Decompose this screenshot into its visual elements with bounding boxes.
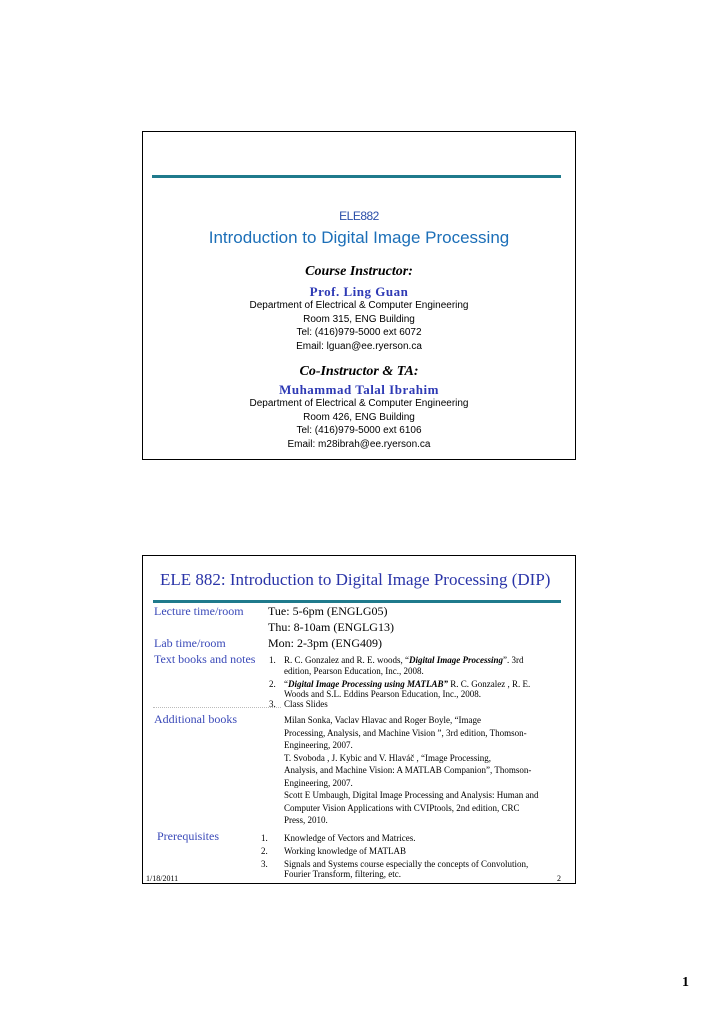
instructor-name: Prof. Ling Guan bbox=[309, 284, 409, 299]
textbook-3-num: 3. bbox=[269, 699, 276, 709]
prereq-3-num: 3. bbox=[261, 859, 268, 869]
additional-line: Milan Sonka, Vaclav Hlavac and Roger Boyle, “Image bbox=[284, 715, 482, 725]
additional-line: Engineering, 2007. bbox=[284, 777, 353, 788]
footer-slide-number: 2 bbox=[557, 874, 561, 883]
slide-2 bbox=[142, 555, 576, 884]
prereq-3-line2: Fourier Transform, filtering, etc. bbox=[284, 869, 401, 879]
instructor-tel: Tel: (416)979-5000 ext 6072 bbox=[296, 327, 422, 338]
additional-line: Processing, Analysis, and Machine Vision ”, 3rd edition, Thomson- bbox=[284, 727, 527, 738]
textbook-1-line2: edition, Pearson Education, Inc., 2008. bbox=[284, 666, 424, 676]
additional-line: Press, 2010. bbox=[284, 815, 328, 825]
slide-title: ELE 882: Introduction to Digital Image Processing (DIP) bbox=[160, 570, 551, 589]
additional-line: T. Svoboda , J. Kybic and V. Hlaváč , “Image Processing, bbox=[284, 752, 491, 763]
additional-books-label: Additional books bbox=[154, 712, 237, 726]
additional-books-list bbox=[284, 714, 538, 827]
lab-label: Lab time/room bbox=[154, 636, 226, 650]
coinstructor-tel: Tel: (416)979-5000 ext 6106 bbox=[296, 425, 422, 436]
coinstructor-label: Co-Instructor & TA: bbox=[299, 364, 419, 379]
textbook-1-num: 1. bbox=[269, 655, 276, 665]
divider bbox=[153, 707, 281, 708]
instructor-dept: Department of Electrical & Computer Engineering bbox=[249, 300, 469, 311]
course-title: Introduction to Digital Image Processing bbox=[208, 228, 510, 247]
footer-date: 1/18/2011 bbox=[146, 874, 179, 883]
instructor-email: Email: lguan@ee.ryerson.ca bbox=[296, 340, 422, 352]
prereq-1-num: 1. bbox=[261, 833, 268, 843]
prereq-3: Signals and Systems course especially the concepts of Convolution, bbox=[284, 859, 529, 869]
page-number: 1 bbox=[682, 975, 689, 990]
coinstructor-email: Email: m28ibrah@ee.ryerson.ca bbox=[287, 438, 431, 450]
textbook-1: R. C. Gonzalez and R. E. woods, “Digital Image Processing”. 3rd bbox=[284, 655, 524, 665]
textbook-2-line2: Woods and S.L. Eddins Pearson Education, Inc., 2008. bbox=[284, 689, 481, 699]
lecture-time-1: Tue: 5-6pm (ENGLG05) bbox=[268, 604, 388, 618]
lab-time: Mon: 2-3pm (ENG409) bbox=[268, 636, 382, 650]
additional-line: Scott E Umbaugh, Digital Image Processing and Analysis: Human and bbox=[284, 790, 539, 800]
lecture-label: Lecture time/room bbox=[154, 604, 244, 618]
instructor-info bbox=[143, 299, 575, 353]
coinstructor-room: Room 426, ENG Building bbox=[303, 411, 415, 423]
prereq-2: Working knowledge of MATLAB bbox=[284, 846, 407, 856]
instructor-room: Room 315, ENG Building bbox=[303, 313, 415, 325]
prereq-2-num: 2. bbox=[261, 846, 268, 856]
textbook-2-num: 2. bbox=[269, 679, 276, 689]
instructor-label: Course Instructor: bbox=[305, 264, 413, 279]
title-rule bbox=[152, 175, 561, 178]
prereq-1: Knowledge of Vectors and Matrices. bbox=[284, 833, 416, 843]
title-rule bbox=[153, 600, 561, 603]
additional-line: Engineering, 2007. bbox=[284, 740, 353, 750]
coinstructor-name: Muhammad Talal Ibrahim bbox=[279, 382, 439, 397]
course-code: ELE882 bbox=[339, 209, 379, 223]
prerequisites-label: Prerequisites bbox=[157, 829, 219, 843]
lecture-time-2: Thu: 8-10am (ENGLG13) bbox=[268, 620, 394, 634]
additional-line: Computer Vision Applications with CVIPtools, 2nd edition, CRC bbox=[284, 802, 520, 813]
slide-1 bbox=[142, 131, 576, 460]
textbook-3: Class Slides bbox=[284, 699, 328, 709]
textbook-2: “Digital Image Processing using MATLAB” R. C. Gonzalez , R. E. bbox=[284, 679, 531, 689]
textbooks-label: Text books and notes bbox=[154, 652, 256, 666]
additional-line: Analysis, and Machine Vision: A MATLAB Companion”, Thomson- bbox=[284, 765, 532, 775]
coinstructor-info bbox=[143, 397, 575, 451]
coinstructor-dept: Department of Electrical & Computer Engineering bbox=[249, 398, 469, 409]
